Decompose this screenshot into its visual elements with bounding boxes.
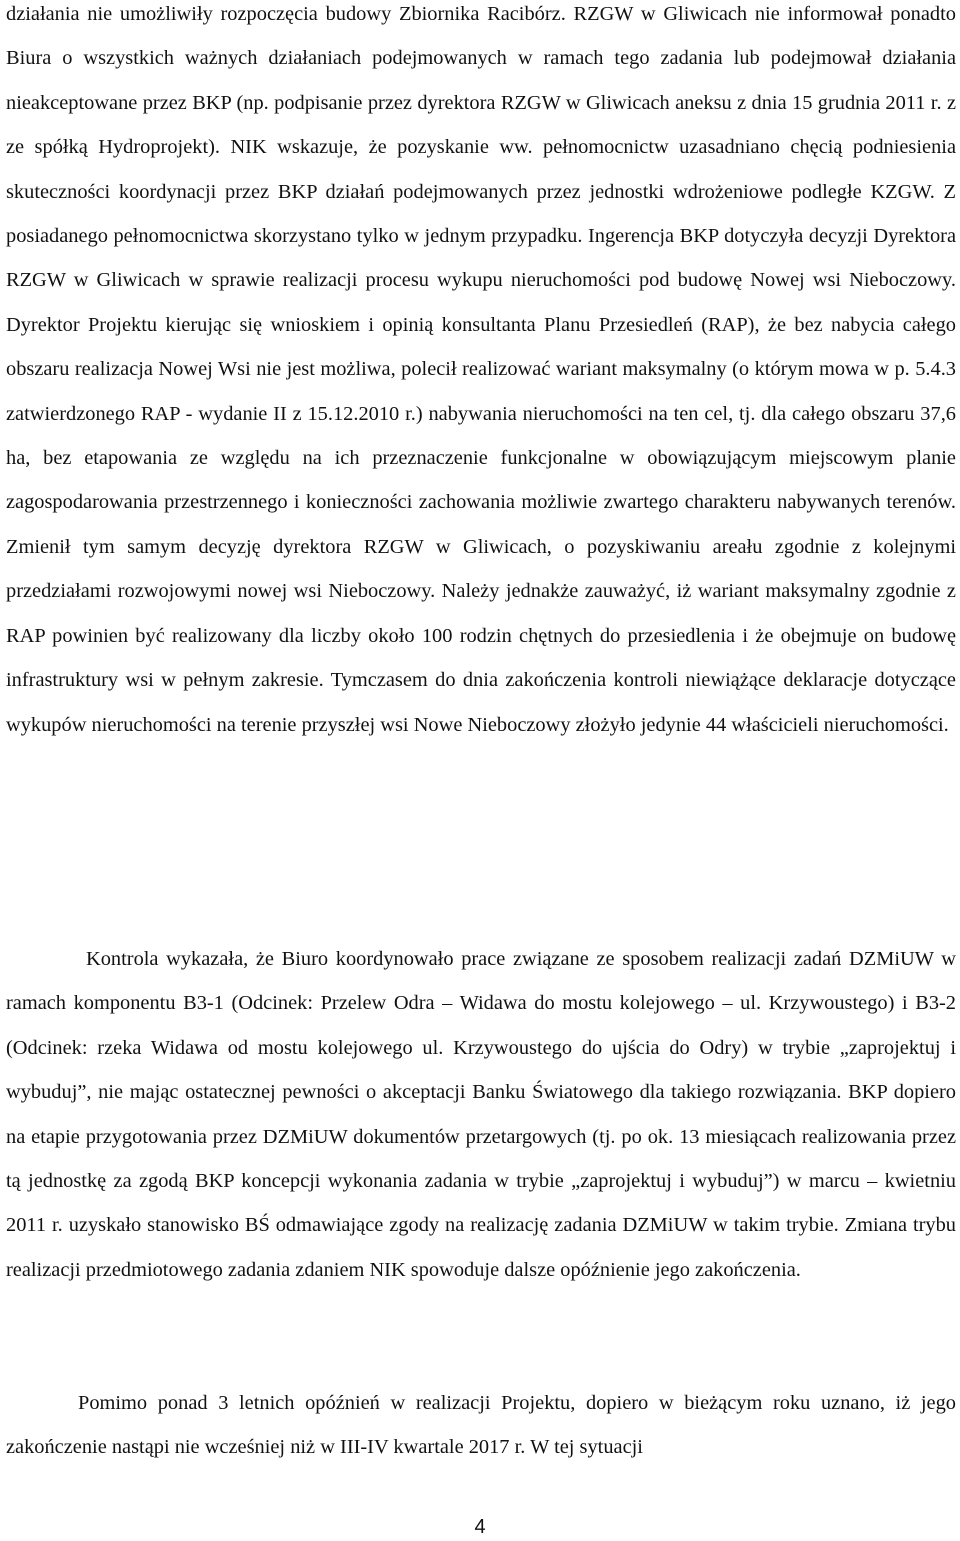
paragraph-3: Pomimo ponad 3 letnich opóźnień w realizacji Projektu, dopiero w bieżącym roku uznano, iż jego zakończenie nastąpi nie wcześniej niż w III-IV kwartale 2017 r. W tej sytuacji — [6, 1392, 956, 1459]
paragraph-2: Kontrola wykazała, że Biuro koordynowało prace związane ze sposobem realizacji zadań DZMiUW w ramach komponentu B3-1 (Odcinek: Przelew Odra – Widawa do mostu kolejowego – ul. Krzywoustego) i B3-2 (Odcinek: rzeka Widawa od mostu kolejowego ul. Krzywoustego do ujścia do Odry) w trybie „zaprojektuj i wybuduj”, nie mając ostatecznej pewności o akceptacji Banku Światowego dla takiego rozwiązania. BKP dopiero na etapie przygotowania przez DZMiUW dokumentów przetargowych (tj. po ok. 13 miesiącach realizowania przez tą jednostkę za zgodą BKP koncepcji wykonania zadania w trybie „zaprojektuj i wybuduj”) w marcu – kwietniu 2011 r. uzyskało stanowisko BŚ odmawiające zgody na realizację zadania DZMiUW w takim trybie. Zmiana trybu realizacji przedmiotowego zadania zdaniem NIK spowoduje dalsze opóźnienie jego zakończenia. — [6, 948, 956, 1281]
paragraph-1: działania nie umożliwiły rozpoczęcia budowy Zbiornika Racibórz. RZGW w Gliwicach nie informował ponadto Biura o wszystkich ważnych działaniach podejmowanych w ramach tego zadania lub podejmował działania nieakceptowane przez BKP (np. podpisanie przez dyrektora RZGW w Gliwicach aneksu z dnia 15 grudnia 2011 r. z ze spółką Hydroprojekt). NIK wskazuje, że pozyskanie ww. pełnomocnictw uzasadniano chęcią podniesienia skuteczności koordynacji przez BKP działań podejmowanych przez jednostki wdrożeniowe podległe KZGW. Z posiadanego pełnomocnictwa skorzystano tylko w jednym przypadku. Ingerencja BKP dotyczyła decyzji Dyrektora RZGW w Gliwicach w sprawie realizacji procesu wykupu nieruchomości pod budowę Nowej wsi Nieboczowy. Dyrektor Projektu kierując się wnioskiem i opinią konsultanta Planu Przesiedleń (RAP), że bez nabycia całego obszaru realizacja Nowej Wsi nie jest możliwa, polecił realizować wariant maksymalny (o którym mowa w p. 5.4.3 zatwierdzonego RAP - wydanie II z 15.12.2010 r.) nabywania nieruchomości na ten cel, tj. dla całego obszaru 37,6 ha, bez etapowania ze względu na ich przeznaczenie funkcjonalne w obowiązującym miejscowym planie zagospodarowania przestrzennego i konieczności zachowania możliwie zwartego charakteru nabywanych terenów. Zmienił tym samym decyzję dyrektora RZGW w Gliwicach, o pozyskiwaniu areału zgodnie z kolejnymi przedziałami rozwojowymi nowej wsi Nieboczowy. Należy jednakże zauważyć, iż wariant maksymalny zgodnie z RAP powinien być realizowany dla liczby około 100 rodzin chętnych do przesiedlenia i że obejmuje on budowę infrastruktury wsi w pełnym zakresie. Tymczasem do dnia zakończenia kontroli niewiążące deklaracje dotyczące wykupów nieruchomości na terenie przyszłej wsi Nowe Nieboczowy złożyło jedynie 44 właścicieli nieruchomości. — [6, 3, 956, 736]
page-number: 4 — [474, 1516, 486, 1538]
